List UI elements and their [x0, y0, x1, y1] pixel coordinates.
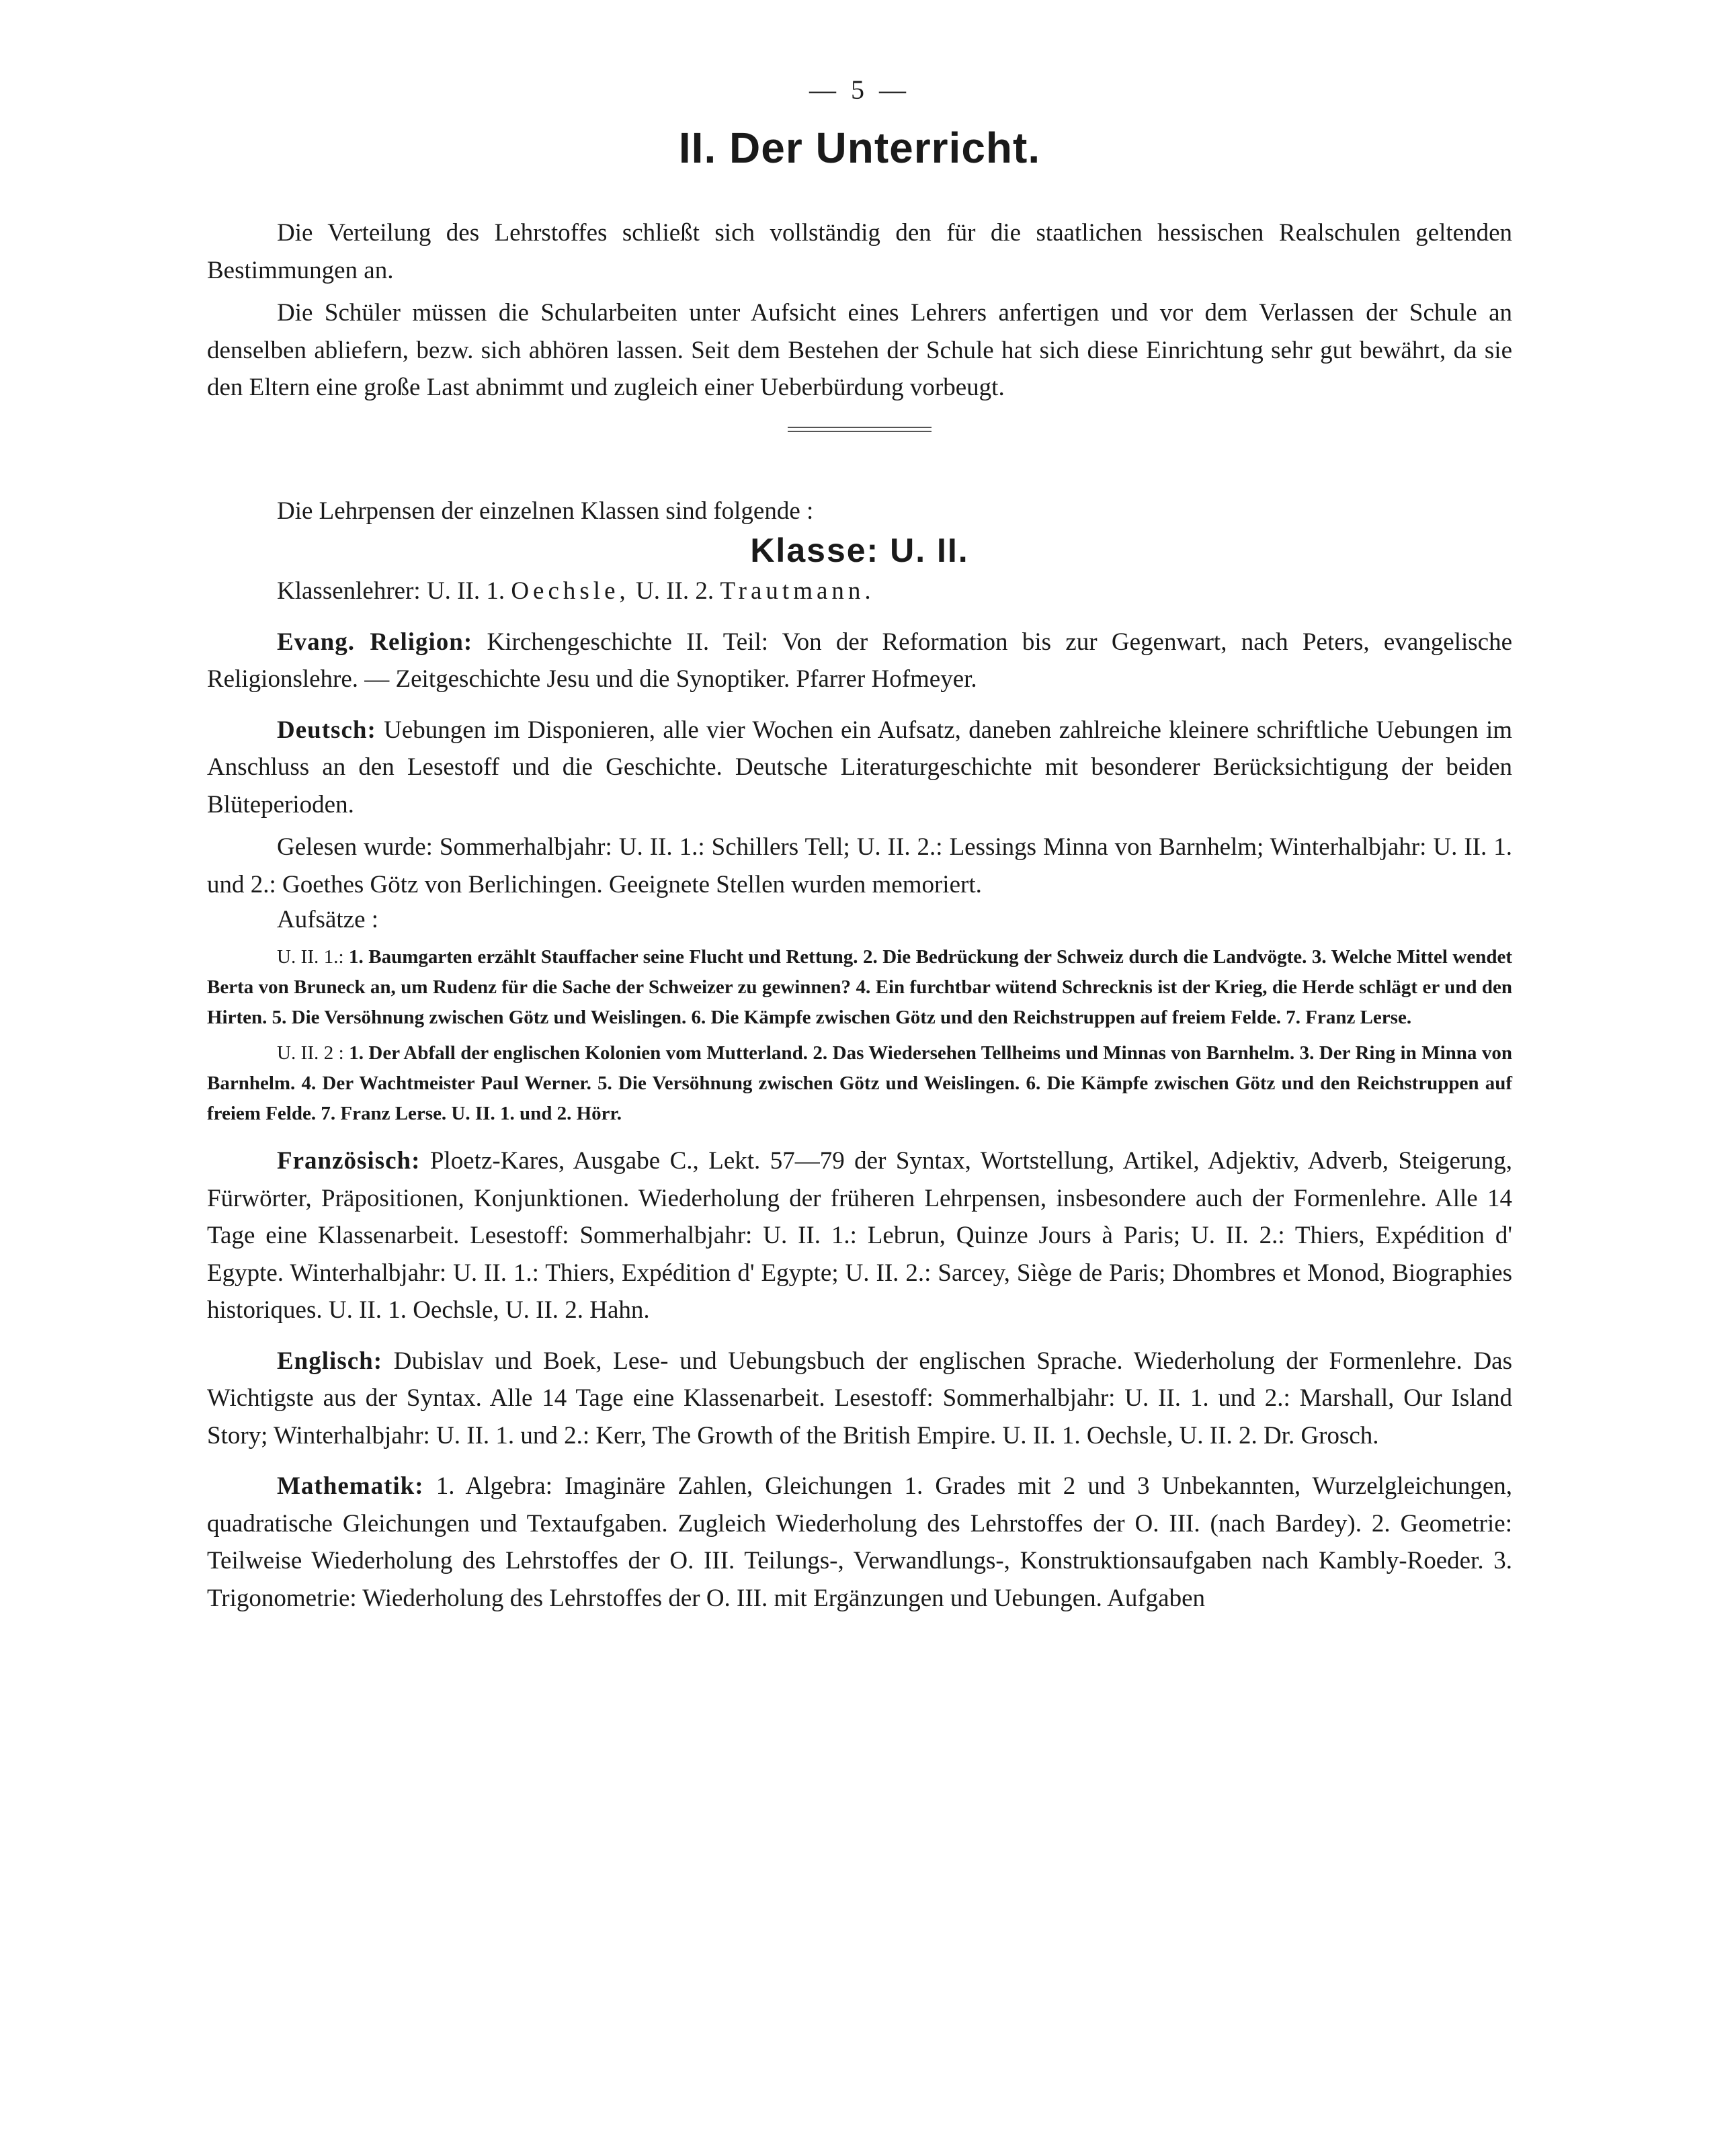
intro-paragraph-2: Die Schüler müssen die Schularbeiten unter Aufsicht eines Lehrers anfertigen und vor dem Verlassen der Schule an denselben abliefern, bezw. sich abhören lassen. Seit dem Bestehen der Schule hat sich diese Einrichtung sehr gut bewährt, da sie den Eltern eine große Last abnimmt und zugleich einer Ueberbürdung vorbeugt.: [207, 299, 1512, 401]
englisch-paragraph: [207, 1343, 1512, 1455]
religion-label: Evang. Religion:: [277, 628, 473, 656]
aufsaetze-u2-1-text: 1. Baumgarten erzählt Stauffacher seine Flucht und Rettung. 2. Die Bedrückung der Schweiz durch die Landvögte. 3. Welche Mittel wendet Berta von Bruneck an, um Rudenz für die Sache der Schweizer zu gewinnen? 4. Ein furchtbar wütend Schrecknis ist der Krieg, die Herde schlägt er und den Hirten. 5. Die Versöhnung zwischen Götz und Weislingen. 6. Die Kämpfe zwischen Götz und den Reichstruppen auf freiem Felde. 7. Franz Lerse.: [207, 946, 1512, 1028]
aufsaetze-u2-1: [207, 942, 1512, 1033]
class-title: Klasse: U. II.: [750, 532, 969, 569]
section-heading: II. Der Unterricht.: [678, 124, 1041, 172]
aufsaetze-heading: Aufsätze :: [277, 906, 379, 933]
mathematik-label: Mathematik:: [277, 1472, 424, 1500]
aufsaetze-u2-2: [207, 1038, 1512, 1129]
klassenlehrer-name-1: Oechsle,: [511, 577, 630, 605]
klassenlehrer-class-2: U. II. 2.: [636, 577, 714, 605]
aufsaetze-u2-2-text: 1. Der Abfall der englischen Kolonien vom Mutterland. 2. Das Wiedersehen Tellheims und Minnas von Barnhelm. 3. Der Ring in Minna von Barnhelm. 4. Der Wachtmeister Paul Werner. 5. Die Versöhnung zwischen Götz und Weislingen. 6. Die Kämpfe zwischen Götz und den Reichstruppen auf freiem Felde. 7. Franz Lerse. U. II. 1. und 2. Hörr.: [207, 1042, 1512, 1124]
klassenlehrer-line: [207, 573, 1512, 610]
klassenlehrer-class-1: U. II. 1.: [426, 577, 505, 605]
page-number: — 5 —: [809, 75, 910, 105]
franzoesisch-paragraph: [207, 1142, 1512, 1329]
gelesen-paragraph: Gelesen wurde: Sommerhalbjahr: U. II. 1.: Schillers Tell; U. II. 2.: Lessings Minna von Barnhelm; Winterhalbjahr: U. II. 1. und 2.: Goethes Götz von Berlichingen. Geeignete Stellen wurden memoriert.: [207, 833, 1512, 898]
religion-paragraph: [207, 624, 1512, 698]
mathematik-text: 1. Algebra: Imaginäre Zahlen, Gleichungen 1. Grades mit 2 und 3 Unbekannten, Wurzelgleichungen, quadratische Gleichungen und Textaufgaben. Zugleich Wiederholung des Lehrstoffes der O. III. (nach Bardey). 2. Geometrie: Teilweise Wiederholung des Lehrstoffes der O. III. Teilungs-, Verwandlungs-, Konstruktionsaufgaben nach Kambly-Roeder. 3. Trigonometrie: Wiederholung des Lehrstoffes der O. III. mit Ergänzungen und Uebungen. Aufgaben: [207, 1472, 1512, 1612]
englisch-text: Dubislav und Boek, Lese- und Uebungsbuch der englischen Sprache. Wiederholung der Formenlehre. Das Wichtigste aus der Syntax. Alle 14 Tage eine Klassenarbeit. Lesestoff: Sommerhalbjahr: U. II. 1. und 2.: Marshall, Our Island Story; Winterhalbjahr: U. II. 1. und 2.: Kerr, The Growth of the British Empire. U. II. 1. Oechsle, U. II. 2. Dr. Grosch.: [207, 1347, 1512, 1449]
deutsch-paragraph: [207, 712, 1512, 824]
section-divider: [788, 427, 932, 432]
deutsch-label: Deutsch:: [277, 716, 376, 744]
lehrpensen-intro: Die Lehrpensen der einzelnen Klassen sind folgende :: [277, 497, 814, 525]
mathematik-paragraph: [207, 1468, 1512, 1617]
aufsaetze-u2-2-label: U. II. 2 :: [277, 1042, 344, 1064]
franzoesisch-text: Ploetz-Kares, Ausgabe C., Lekt. 57—79 der Syntax, Wortstellung, Artikel, Adjektiv, Adverb, Steigerung, Fürwörter, Präpositionen, Konjunktionen. Wiederholung der früheren Lehrpensen, insbesondere auch der Formenlehre. Alle 14 Tage eine Klassenarbeit. Lesestoff: Sommerhalbjahr: U. II. 1.: Lebrun, Quinze Jours à Paris; U. II. 2.: Thiers, Expédition d' Egypte. Winterhalbjahr: U. II. 1.: Thiers, Expédition d' Egypte; U. II. 2.: Sarcey, Siège de Paris; Dhombres et Monod, Biographies historiques. U. II. 1. Oechsle, U. II. 2. Hahn.: [207, 1147, 1513, 1324]
klassenlehrer-name-2: Trautmann.: [720, 577, 875, 605]
franzoesisch-label: Französisch:: [277, 1147, 421, 1175]
document-page: [207, 74, 1512, 1617]
englisch-label: Englisch:: [277, 1347, 383, 1375]
klassenlehrer-label: Klassenlehrer:: [277, 577, 421, 605]
aufsaetze-u2-1-label: U. II. 1.:: [277, 946, 344, 968]
deutsch-text: Uebungen im Disponieren, alle vier Wochen ein Aufsatz, daneben zahlreiche kleinere schriftliche Uebungen im Anschluss an den Lesestoff und die Geschichte. Deutsche Literaturgeschichte mit besonderer Berücksichtigung der beiden Blüteperioden.: [207, 716, 1513, 818]
religion-text: Kirchengeschichte II. Teil: Von der Reformation bis zur Gegenwart, nach Peters, evangelische Religionslehre. — Zeitgeschichte Jesu und die Synoptiker. Pfarrer Hofmeyer.: [207, 628, 1513, 693]
intro-paragraph-1: Die Verteilung des Lehrstoffes schließt sich vollständig den für die staatlichen hessischen Realschulen geltenden Bestimmungen an.: [207, 219, 1512, 284]
